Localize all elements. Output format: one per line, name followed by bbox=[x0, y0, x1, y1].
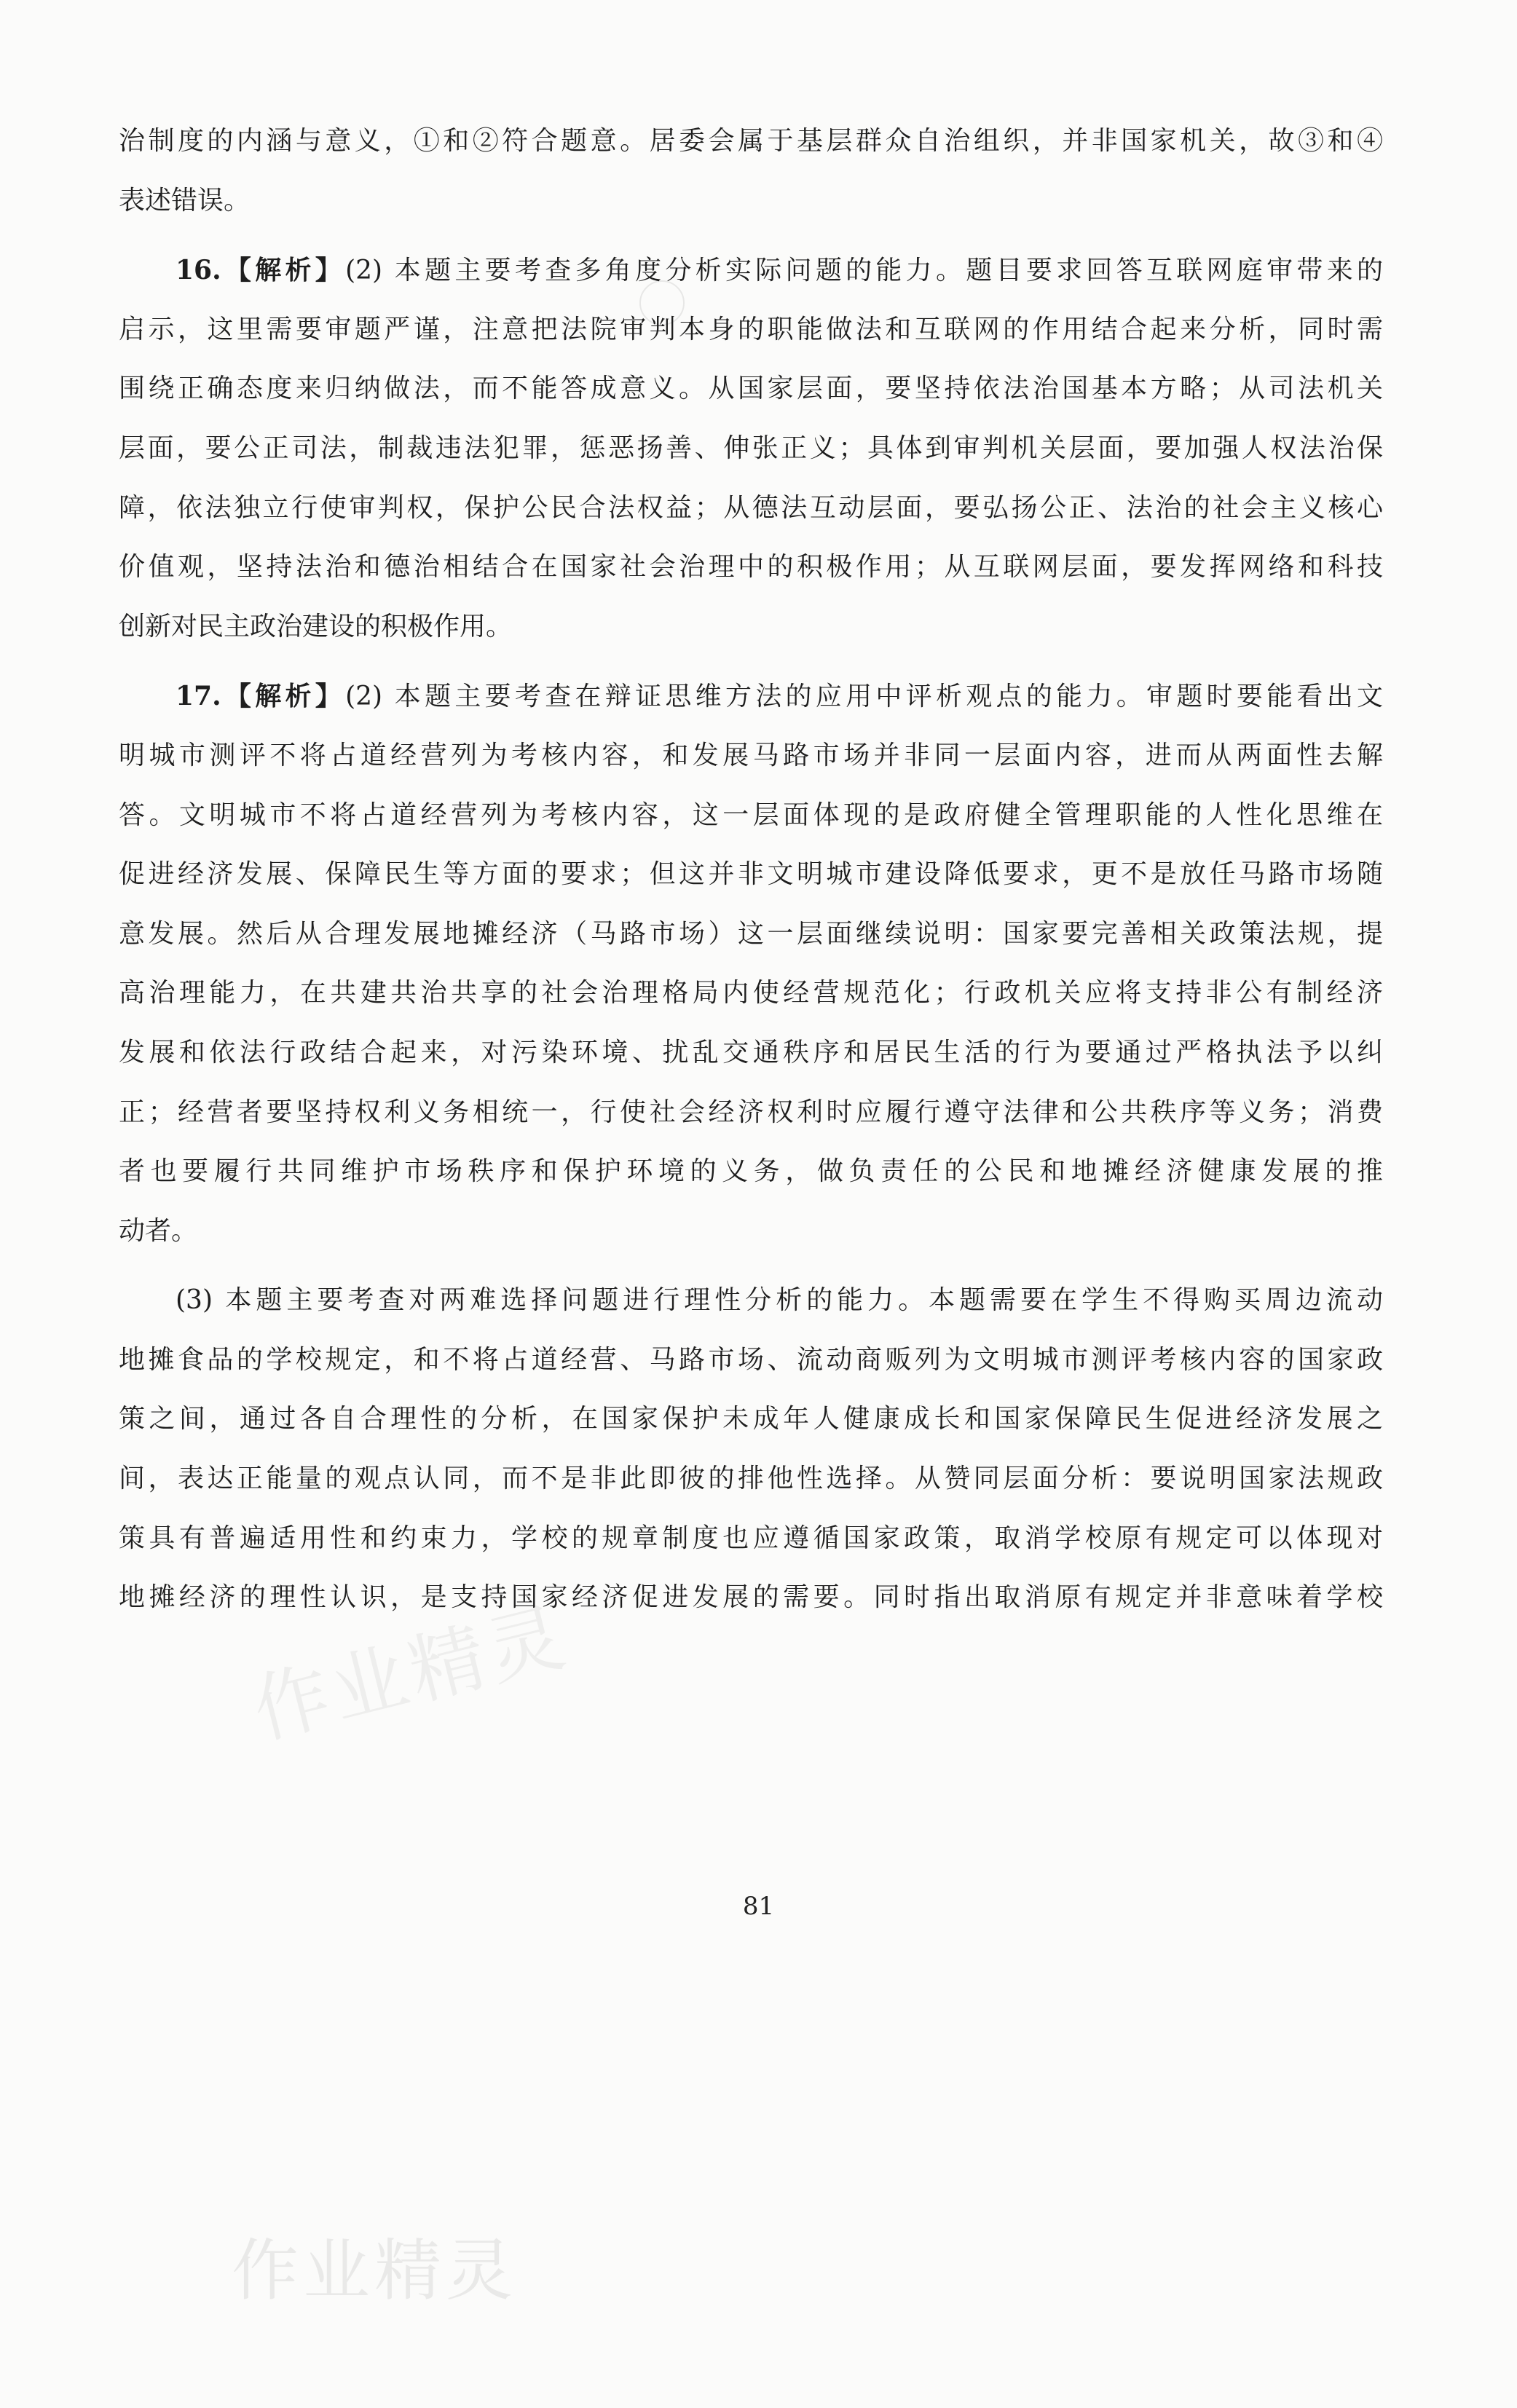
text-line bbox=[119, 253, 1383, 312]
text-line: 意发展。然后从合理发展地摊经济（马路市场）这一层面继续说明：国家要完善相关政策法规，提 bbox=[119, 918, 1383, 949]
text-line: 答。文明城市不将占道经营列为考核内容，这一层面体现的是政府健全管理职能的人性化思维在 bbox=[119, 800, 1383, 830]
text-line: 治制度的内涵与意义，①和②符合题意。居委会属于基层群众自治组织，并非国家机关，故③和④ bbox=[119, 126, 1383, 156]
paragraph-q17 bbox=[119, 679, 1383, 1273]
text-line: 围绕正确态度来归纳做法，而不能答成意义。从国家层面，要坚持依法治国基本方略；从司法机关 bbox=[119, 374, 1383, 404]
text-line-content: (2) 本题主要考查在辩证思维方法的应用中评析观点的能力。审题时要能看出文 bbox=[345, 682, 1383, 712]
text-line: 地摊经济的理性认识，是支持国家经济促进发展的需要。同时指出取消原有规定并非意味着学校 bbox=[119, 1582, 1383, 1613]
text-line bbox=[119, 679, 1383, 738]
text-line: 价值观，坚持法治和德治相结合在国家社会治理中的积极作用；从互联网层面，要发挥网络和科技 bbox=[119, 552, 1383, 583]
text-line: 动者。 bbox=[119, 1215, 198, 1246]
text-line: 层面，要公正司法，制裁违法犯罪，惩恶扬善、伸张正义；具体到审判机关层面，要加强人权法治保 bbox=[119, 433, 1383, 463]
question-label-17: 17.【解析】 bbox=[176, 681, 346, 712]
text-line: 障，依法独立行使审判权，保护公民合法权益；从德法互动层面，要弘扬公正、法治的社会主义核心 bbox=[119, 492, 1383, 523]
text-line: 高治理能力，在共建共治共享的社会治理格局内使经营规范化；行政机关应将支持非公有制经济 bbox=[119, 978, 1383, 1008]
text-line: 创新对民主政治建设的积极作用。 bbox=[119, 611, 513, 642]
text-line: (3) 本题主要考查对两难选择问题进行理性分析的能力。本题需要在学生不得购买周边流动 bbox=[176, 1285, 1383, 1316]
text-line: 表述错误。 bbox=[119, 185, 251, 216]
text-line-content: (2) 本题主要考查多角度分析实际问题的能力。题目要求回答互联网庭审带来的 bbox=[345, 256, 1383, 286]
text-line: 地摊食品的学校规定，和不将占道经营、马路市场、流动商贩列为文明城市测评考核内容的国家政 bbox=[119, 1344, 1383, 1375]
text-line: 策具有普遍适用性和约束力，学校的规章制度也应遵循国家政策，取消学校原有规定可以体现对 bbox=[119, 1523, 1383, 1553]
watermark-middle: 作业精灵 bbox=[244, 1591, 578, 1756]
paragraph-continuation bbox=[119, 124, 1383, 242]
text-line: 明城市测评不将占道经营列为考核内容，和发展马路市场并非同一层面内容，进而从两面性去解 bbox=[119, 740, 1383, 770]
text-line: 启示，这里需要审题严谨，注意把法院审判本身的职能做法和互联网的作用结合起来分析，同时需 bbox=[119, 314, 1383, 344]
text-body bbox=[119, 124, 1383, 1640]
paragraph-q16 bbox=[119, 253, 1383, 668]
text-line: 正；经营者要坚持权利义务相统一，行使社会经济权利时应履行遵守法律和公共秩序等义务；消费 bbox=[119, 1097, 1383, 1127]
page-number: 81 bbox=[742, 1892, 775, 1921]
text-line: 发展和依法行政结合起来，对污染环境、扰乱交通秩序和居民生活的行为要通过严格执法予以纠 bbox=[119, 1037, 1383, 1067]
text-line: 间，表达正能量的观点认同，而不是非此即彼的排他性选择。从赞同层面分析：要说明国家法规政 bbox=[119, 1464, 1383, 1494]
question-label-16: 16.【解析】 bbox=[176, 255, 346, 286]
text-line: 促进经济发展、保障民生等方面的要求；但这并非文明城市建设降低要求，更不是放任马路市场随 bbox=[119, 859, 1383, 890]
text-line: 者也要履行共同维护市场秩序和保护环境的义务，做负责任的公民和地摊经济健康发展的推 bbox=[119, 1156, 1383, 1187]
paragraph-q17-part3 bbox=[119, 1283, 1383, 1640]
watermark-bottom: 作业精灵 bbox=[232, 2232, 518, 2310]
text-line: 策之间，通过各自合理性的分析，在国家保护未成年人健康成长和国家保障民生促进经济发展之 bbox=[119, 1404, 1383, 1434]
